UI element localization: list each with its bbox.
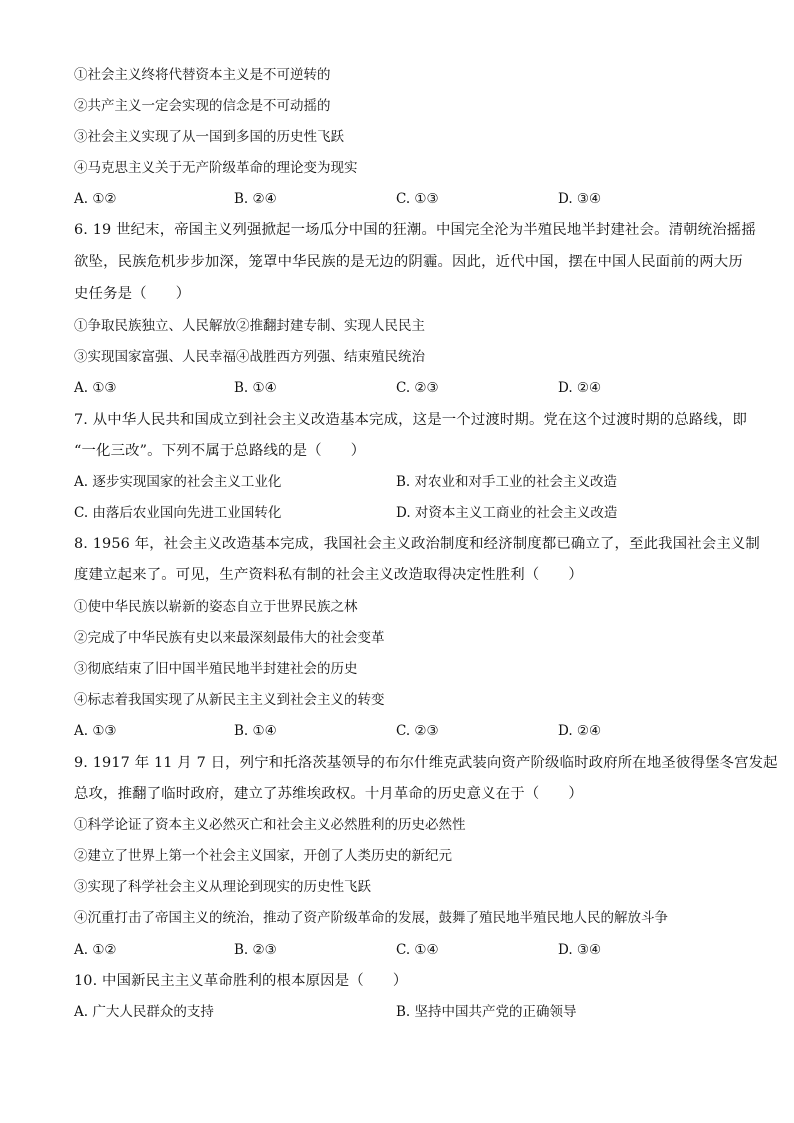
q9-option-d[interactable]: D. ③④ [558,942,602,958]
q5-option-b[interactable]: B. ②④ [234,191,277,207]
q5-option-c[interactable]: C. ①③ [396,191,439,207]
q6-stem-line-3: 史任务是（ ） [74,286,191,302]
q6-option-c[interactable]: C. ②③ [396,380,439,396]
q9-statement-4: ④沉重打击了帝国主义的统治，推动了资产阶级革命的发展，鼓舞了殖民地半殖民地人民的解放斗争 [74,910,668,926]
q6-option-d[interactable]: D. ②④ [558,380,602,396]
q7-option-c[interactable]: C. 由落后农业国向先进工业国转化 [74,505,282,521]
q8-statement-2: ②完成了中华民族有史以来最深刻最伟大的社会变革 [74,630,385,646]
q8-stem-line-2: 度建立起来了。可见，生产资料私有制的社会主义改造取得决定性胜利（ ） [74,567,583,583]
q5-statement-1: ①社会主义终将代替资本主义是不可逆转的 [74,67,331,83]
q9-statement-3: ③实现了科学社会主义从理论到现实的历史性飞跃 [74,879,371,895]
q9-stem-line-1: 9. 1917 年 11 月 7 日，列宁和托洛茨基领导的布尔什维克武装向资产阶级临时政府所在地圣彼得堡冬宫发起 [74,755,778,771]
q9-statement-2: ②建立了世界上第一个社会主义国家，开创了人类历史的新纪元 [74,848,452,864]
q5-statement-2: ②共产主义一定会实现的信念是不可动摇的 [74,98,331,114]
q8-statement-1: ①使中华民族以崭新的姿态自立于世界民族之林 [74,599,358,615]
q6-statement-2: ③实现国家富强、人民幸福④战胜西方列强、结束殖民统治 [74,349,425,365]
q8-option-d[interactable]: D. ②④ [558,723,602,739]
q8-option-a[interactable]: A. ①③ [74,723,117,739]
q7-stem-line-1: 7. 从中华人民共和国成立到社会主义改造基本完成，这是一个过渡时期。党在这个过渡时期的总路线，即 [74,412,748,428]
q7-stem-line-2: “一化三改”。下列不属于总路线的是（ ） [74,443,366,459]
q5-statement-3: ③社会主义实现了从一国到多国的历史性飞跃 [74,129,344,145]
q6-stem-line-1: 6. 19 世纪末，帝国主义列强掀起一场瓜分中国的狂潮。中国完全沦为半殖民地半封建社会。清朝统治摇摇 [74,222,756,238]
q9-option-c[interactable]: C. ①④ [396,942,439,958]
q10-option-b[interactable]: B. 坚持中国共产党的正确领导 [396,1004,577,1020]
q8-statement-3: ③彻底结束了旧中国半殖民地半封建社会的历史 [74,661,358,677]
q8-option-b[interactable]: B. ①④ [234,723,277,739]
q5-statement-4: ④马克思主义关于无产阶级革命的理论变为现实 [74,160,358,176]
q10-option-a[interactable]: A. 广大人民群众的支持 [74,1004,214,1020]
q9-option-b[interactable]: B. ②③ [234,942,277,958]
q10-stem-line-1: 10. 中国新民主主义革命胜利的根本原因是（ ） [74,973,408,989]
q8-option-c[interactable]: C. ②③ [396,723,439,739]
q8-stem-line-1: 8. 1956 年，社会主义改造基本完成，我国社会主义政治制度和经济制度都已确立了，至此我国社会主义制 [74,536,760,552]
q7-option-d[interactable]: D. 对资本主义工商业的社会主义改造 [396,505,618,521]
q6-stem-line-2: 欲坠，民族危机步步加深，笼罩中华民族的是无边的阴霾。因此，近代中国，摆在中国人民面前的两大历 [74,254,743,270]
q6-statement-1: ①争取民族独立、人民解放②推翻封建专制、实现人民民主 [74,318,425,334]
q5-option-d[interactable]: D. ③④ [558,191,602,207]
q8-statement-4: ④标志着我国实现了从新民主主义到社会主义的转变 [74,692,385,708]
q6-option-a[interactable]: A. ①③ [74,380,117,396]
q6-option-b[interactable]: B. ①④ [234,380,277,396]
q9-option-a[interactable]: A. ①② [74,942,117,958]
q7-option-b[interactable]: B. 对农业和对手工业的社会主义改造 [396,474,618,490]
q7-option-a[interactable]: A. 逐步实现国家的社会主义工业化 [74,474,282,490]
q5-option-a[interactable]: A. ①② [74,191,117,207]
q9-stem-line-2: 总攻，推翻了临时政府，建立了苏维埃政权。十月革命的历史意义在于（ ） [74,786,583,802]
q9-statement-1: ①科学论证了资本主义必然灭亡和社会主义必然胜利的历史必然性 [74,817,466,833]
